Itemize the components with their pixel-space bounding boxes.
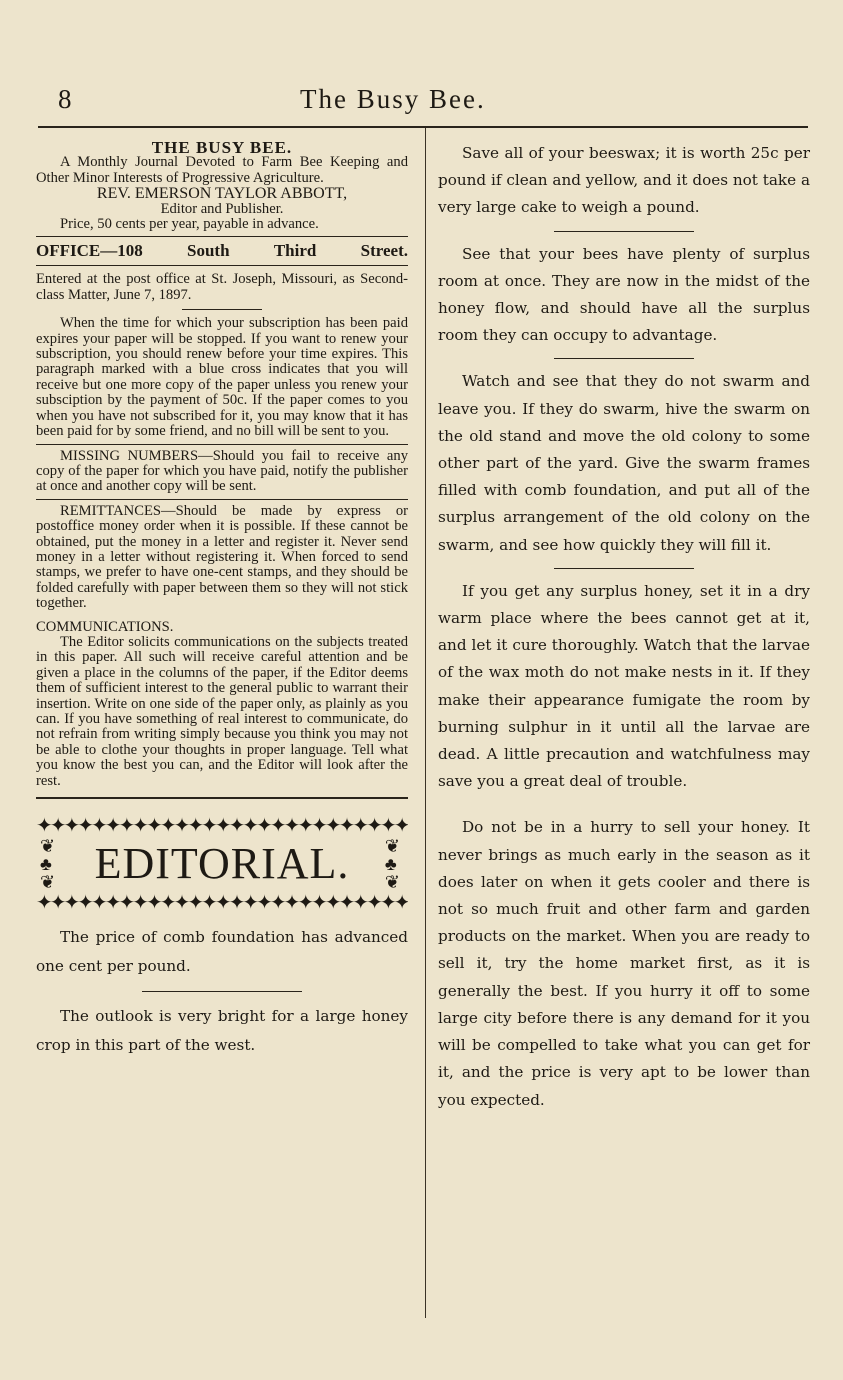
price-line: Price, 50 cents per year, payable in advance. [60,216,319,233]
divider [36,797,408,799]
editorial-banner [36,813,408,913]
remittances: REMITTANCES—Should be made by express or postoffice money order when it is possible. If these cannot be obtained, put the money in a letter and register it. Never send money in a letter without registering it. When forced to send stamps, we prefer to have one-cent stamps, and they should be folded carefully with paper between them so they will not stick together. [36,502,408,612]
office-word: Street. [360,241,408,261]
article-paragraph: See that your bees have plenty of surplus room at once. They are now in the midst of the honey flow, and should have all the surplus room they can occupy to advantage. [438,244,810,345]
entered-notice: Entered at the post office at St. Joseph, Missouri, as Second-class Matter, June 7, 1897. [36,271,408,303]
divider [36,444,408,445]
divider [36,265,408,266]
article-paragraph: Save all of your beeswax; it is worth 25c per pound if clean and yellow, and it does not take a very large cake to weigh a pound. [438,144,810,217]
ornament-bottom: ✦✦✦✦✦✦✦✦✦✦✦✦✦✦✦✦✦✦✦✦✦✦✦✦✦✦✦ [36,892,408,915]
subscription-notice: When the time for which your subscription has been paid expires your paper will be stopped. If you want to renew your subscription, you should renew before your time expires. This paragraph marked with a blue cross indicates that you will receive but one more copy of the paper unless you renew your subsciption by the payment of 50c. If the paper comes to you when you have not subscribed for it, you may know that it has been paid for by some friend, and no bill will be sent to you. [36,315,408,440]
ornament-left: ❦ ♣ ❦ [40,836,56,893]
communications: The Editor solicits communications on the subjects treated in this paper. All such will receive careful attention and be given a place in the columns of the paper, if the Editor deems them of sufficient interest to the general public to warrant their insertion. Write on one side of the paper only, as plainly as you can. If you have something of real interest to communicate, do not refrain from writing simply because you think you may not be able to clothe your thoughts in proper language. Tell what you know the best you can, and the Editor will look after the rest. [36,633,408,789]
divider [554,804,694,805]
editor-role: Editor and Publisher. [160,200,284,217]
page-number: 8 [58,84,72,114]
article-paragraph: Watch and see that they do not swarm and leave you. If they do swarm, hive the swarm on the old stand and move the old colony to some other part of the yard. Give the swarm frames filled with comb foundation, and put all of the surplus arrangement of the old colony on the swarm, and see how quickly they will fill it. [438,372,810,554]
divider [182,309,262,310]
ornament-right: ❦ ♣ ❦ [384,836,400,893]
right-column [438,140,810,1114]
masthead-title: THE BUSY BEE. [151,138,293,157]
divider [554,358,694,359]
communications-heading: COMMUNICATIONS. [36,618,174,635]
running-head: The Busy Bee. [300,84,486,114]
article-paragraph: If you get any surplus honey, set it in a dry warm place where the bees cannot get at it, and let it cure thoroughly. Watch that the larvae of the wax moth do not make nests in it. If they make their appearance fumigate the room by burning sulphur in it until all the larvae are dead. A little precaution and watchfulness may save you a great deal of trouble. [438,581,810,791]
missing-numbers: MISSING NUMBERS—Should you fail to receive any copy of the paper for which you have paid, notify the publisher at once and another copy will be sent. [36,447,408,495]
office-word: Third [273,241,317,261]
ornament-top: ✦✦✦✦✦✦✦✦✦✦✦✦✦✦✦✦✦✦✦✦✦✦✦✦✦✦✦ [36,815,408,838]
divider [36,236,408,237]
article-paragraph: Do not be in a hurry to sell your honey. It never brings as much early in the season as it does later on when it gets cooler and there is not so much fruit and other farm and garden products on the market. When you are ready to sell it, try the home market first, as it is generally the best. If you hurry it off to some large city before there is any demand for it you will be compelled to take what you can get for it, and the price is very apt to be lower than you expected. [438,818,810,1109]
column-rule [425,128,426,1318]
office-word: South [187,241,230,261]
editorial-paragraph: The price of comb foundation has advanced one cent per pound. [36,928,408,976]
divider [142,991,302,992]
editorial-paragraph: The outlook is very bright for a large honey crop in this part of the west. [36,1007,408,1055]
masthead-description: A Monthly Journal Devoted to Farm Bee Keeping and Other Minor Interests of Progressive Agriculture. [36,154,408,186]
divider [554,568,694,569]
office-address [36,241,408,261]
divider [36,499,408,500]
editorial-heading: EDITORIAL. [94,839,350,889]
header-rule [38,126,808,128]
editor-name: REV. EMERSON TAYLOR ABBOTT, [96,185,348,203]
divider [554,231,694,232]
office-word: OFFICE—108 [36,241,143,261]
left-column [36,140,408,1060]
masthead [36,140,408,232]
